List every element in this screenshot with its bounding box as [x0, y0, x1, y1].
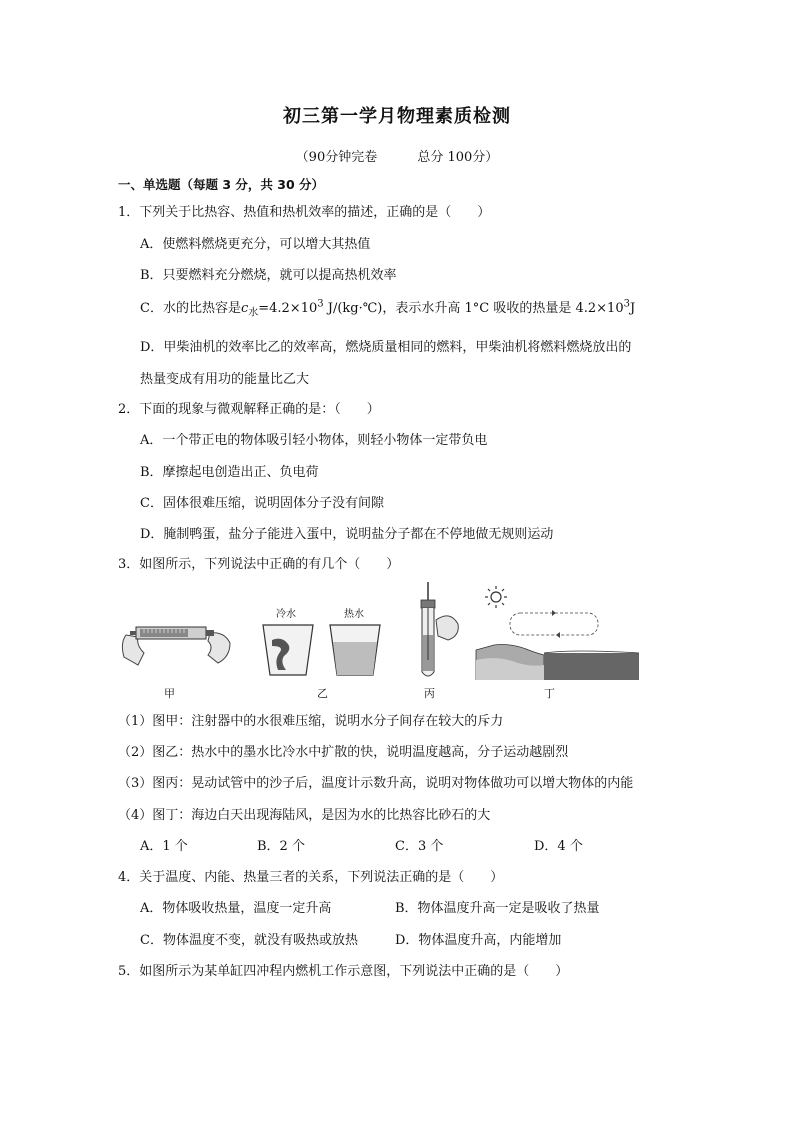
q3-option-a: A．1 个 [140, 839, 188, 854]
q3-statement-1: （1）图甲：注射器中的水很难压缩，说明水分子间存在较大的斥力 [118, 714, 504, 729]
syringe-figure [118, 605, 238, 675]
q1-c-prefix: C．水的比热容是 [140, 301, 241, 316]
q4-option-a: A．物体吸收热量，温度一定升高 [140, 901, 332, 916]
q4-options-row1 [140, 897, 660, 915]
q3-option-d: D．4 个 [534, 839, 583, 854]
q1-c-exp2: 3 [623, 298, 630, 310]
q5-stem: 5．如图所示为某单缸四冲程内燃机工作示意图，下列说法中正确的是（ ） [118, 964, 569, 979]
q1-option-c [140, 297, 635, 319]
q2-option-b: B．摩擦起电创造出正、负电荷 [140, 465, 319, 480]
q3-option-b: B．2 个 [257, 839, 305, 854]
page-title: 初三第一学月物理素质检测 [283, 106, 511, 127]
q1-option-d-line1: D．甲柴油机的效率比乙的效率高，燃烧质量相同的燃料，甲柴油机将燃料燃烧放出的 [140, 340, 632, 355]
fig-label-ding: 丁 [544, 687, 555, 700]
q3-option-c: C．3 个 [395, 839, 444, 854]
beaker-label-cold: 冷水 [276, 609, 296, 620]
q1-stem: 1．下列关于比热容、热值和热机效率的描述，正确的是（ ） [118, 205, 491, 220]
q1-option-d-line2: 热量变成有用功的能量比乙大 [140, 372, 310, 387]
q1-c-exp: 3 [317, 298, 324, 310]
exam-total: 总分 100分） [417, 150, 499, 165]
beakers-figure [258, 620, 388, 680]
q4-option-c: C．物体温度不变，就没有吸热或放热 [140, 933, 358, 948]
q4-option-b: B．物体温度升高一定是吸收了热量 [395, 901, 600, 916]
fig-label-jia: 甲 [164, 687, 175, 700]
test-tube-figure [406, 580, 466, 685]
q1-option-a: A．使燃料燃烧更充分，可以增大其热值 [140, 237, 371, 252]
beaker-label-hot: 热水 [344, 609, 364, 620]
q3-statement-4: （4）图丁：海边白天出现海陆风，是因为水的比热容比砂石的大 [118, 808, 491, 823]
q3-stem: 3．如图所示，下列说法中正确的有几个（ ） [118, 557, 400, 572]
q2-option-a: A．一个带正电的物体吸引轻小物体，则轻小物体一定带负电 [140, 433, 488, 448]
q2-option-d: D．腌制鸭蛋，盐分子能进入蛋中，说明盐分子都在不停地做无规则运动 [140, 527, 554, 542]
q3-figures [118, 575, 678, 705]
q3-statement-2: （2）图乙：热水中的墨水比冷水中扩散的快，说明温度越高，分子运动越剧烈 [118, 745, 569, 760]
q1-c-symbol: c [240, 301, 249, 316]
q4-stem: 4．关于温度、内能、热量三者的关系，下列说法正确的是（ ） [118, 870, 504, 885]
q4-options-row2 [140, 929, 660, 947]
section-heading: 一、单选题（每题 3 分，共 30 分） [118, 177, 325, 192]
q3-statement-3: （3）图丙：晃动试管中的沙子后，温度计示数升高，说明对物体做功可以增大物体的内能 [118, 776, 634, 791]
q1-c-sub: 水 [248, 307, 259, 319]
q3-options [140, 835, 660, 853]
q1-c-end: J [629, 301, 636, 316]
q1-option-b: B．只要燃料充分燃烧，就可以提高热机效率 [140, 268, 397, 283]
q2-stem: 2．下面的现象与微观解释正确的是：（ ） [118, 402, 380, 417]
q4-option-d: D．物体温度升高，内能增加 [395, 933, 562, 948]
q1-c-value: =4.2×10 [258, 301, 318, 316]
fig-label-yi: 乙 [317, 687, 328, 700]
fig-label-bing: 丙 [424, 687, 435, 700]
q1-c-unit: J/(kg·℃)，表示水升高 1°C 吸收的热量是 4.2×10 [323, 301, 624, 316]
q2-option-c: C．固体很难压缩，说明固体分子没有间隙 [140, 496, 384, 511]
page-subtitle [0, 146, 794, 165]
sea-land-breeze-figure [474, 605, 639, 680]
exam-time: （90分钟完卷 [295, 150, 378, 165]
